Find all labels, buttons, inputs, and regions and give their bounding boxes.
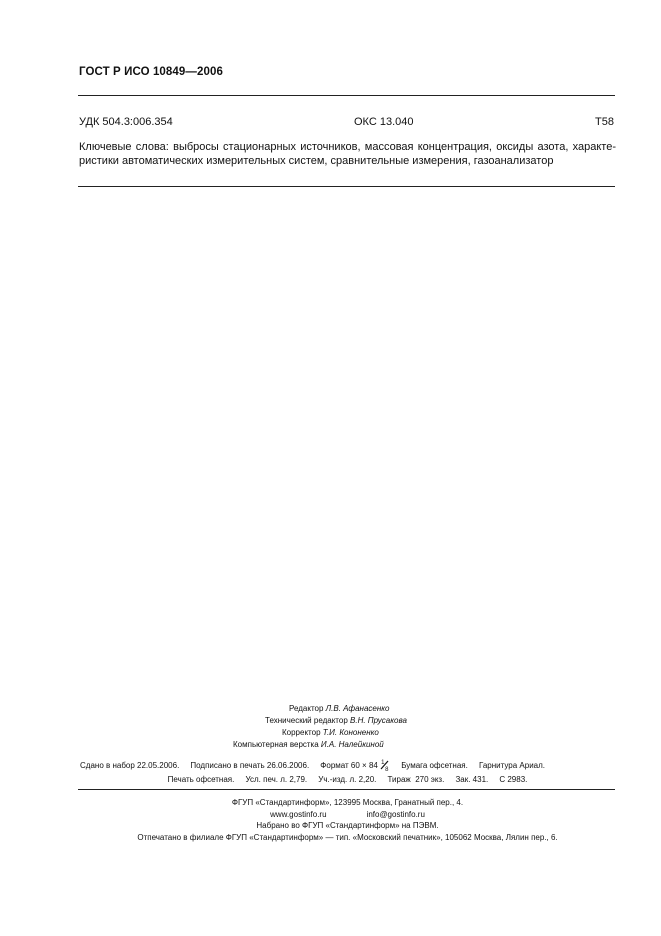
udk-code: УДК 504.3:006.354 (79, 116, 173, 128)
keywords-divider (78, 186, 615, 187)
publisher-printed: Отпечатано в филиале ФГУП «Стандартинформ» — тип. «Московский печатник», 105062 Москва, Лялин пер., 6. (137, 832, 558, 842)
credit-editor: Редактор Л.В. Афанасенко (289, 704, 390, 713)
group-code: Т58 (595, 116, 614, 128)
header-divider (78, 95, 615, 96)
oks-code: ОКС 13.040 (354, 116, 414, 128)
standard-title: ГОСТ Р ИСО 10849—2006 (79, 66, 224, 78)
publisher-block (80, 797, 615, 843)
keywords-line-1: Ключевые слова: выбросы стационарных источников, массовая концентрация, оксиды азота, характе- (79, 141, 616, 153)
print-info-part-b: Бумага офсетная. Гарнитура Ариал. (390, 761, 546, 770)
keywords-block (79, 140, 616, 168)
print-info-line-1 (80, 760, 615, 772)
credit-tech-editor: Технический редактор В.Н. Прусакова (265, 716, 407, 725)
publisher-web: www.gostinfo.ru info@gostinfo.ru (270, 809, 425, 819)
credit-proofreader: Корректор Т.И. Кононенко (282, 728, 379, 737)
print-info-part-a: Сдано в набор 22.05.2006. Подписано в печать 26.06.2006. Формат 60 × 84 (80, 761, 378, 770)
keywords-line-2: ристики автоматических измерительных систем, сравнительные измерения, газоанализатор (79, 155, 554, 167)
publisher-address: ФГУП «Стандартинформ», 123995 Москва, Гранатный пер., 4. (231, 798, 464, 807)
credits-block (230, 703, 470, 751)
publisher-divider (78, 789, 615, 790)
print-info-line-2: Печать офсетная. Усл. печ. л. 2,79. Уч.-изд. л. 2,20. Тираж 270 экз. Зак. 431. С 2983. (167, 775, 528, 784)
credit-layout: Компьютерная верстка И.А. Налейкиной (233, 740, 384, 749)
publisher-typeset: Набрано во ФГУП «Стандартинформ» на ПЭВМ. (256, 821, 439, 830)
classification-row (79, 116, 614, 130)
format-fraction: 1 8 (381, 760, 389, 773)
